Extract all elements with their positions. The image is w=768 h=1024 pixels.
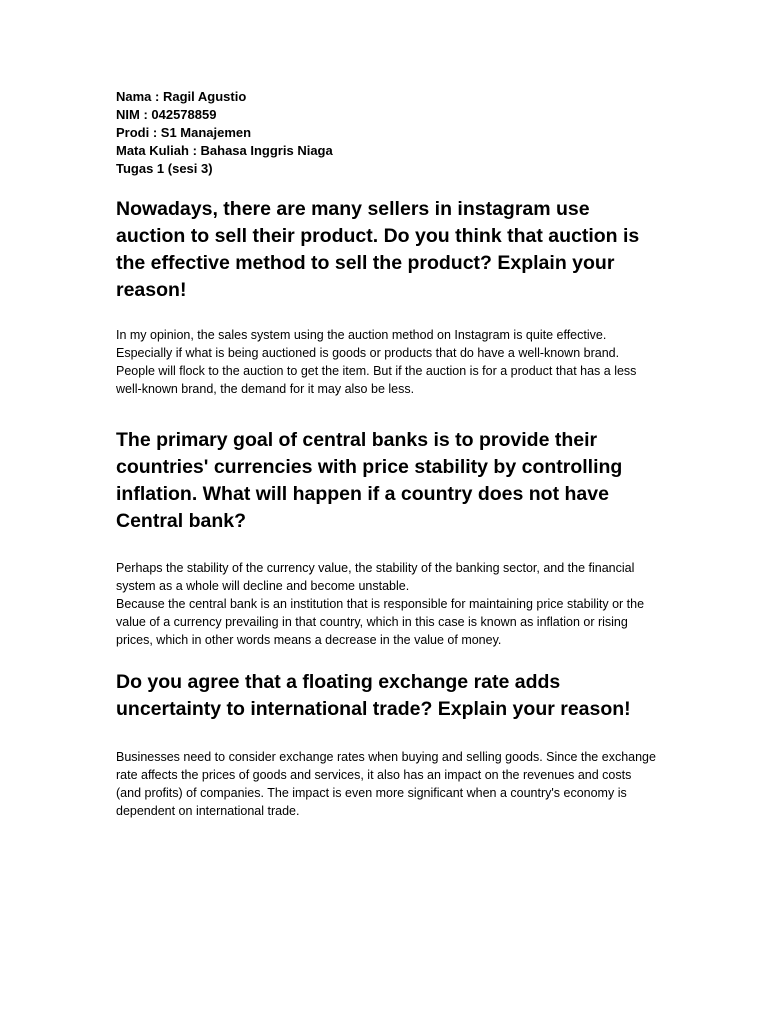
document-page [116, 88, 656, 820]
answer-3-paragraph: Businesses need to consider exchange rates when buying and selling goods. Since the exchange rate affects the prices of goods and services, it also has an impact on the revenues and costs (and profits) of companies. The impact is even more significant when a country's economy is dependent on international trade. [116, 750, 656, 818]
student-info [116, 88, 656, 178]
assignment-label: Tugas 1 (sesi 3) [116, 161, 213, 176]
answer-3 [116, 748, 656, 820]
study-program: Prodi : S1 Manajemen [116, 125, 252, 140]
student-id: NIM : 042578859 [116, 107, 217, 122]
answer-2 [116, 559, 656, 649]
question-1: Nowadays, there are many sellers in instagram use auction to sell their product. Do you think that auction is the effective method to sell the product? Explain your reason! [116, 198, 640, 301]
answer-1 [116, 326, 656, 398]
student-name: Nama : Ragil Agustio [116, 89, 247, 104]
answer-1-paragraph: In my opinion, the sales system using the auction method on Instagram is quite effective. Especially if what is being auctioned is goods or products that do have a well-known brand. People will flock to the auction to get the item. But if the auction is for a product that has a less well-known brand, the demand for it may also be less. [116, 328, 637, 396]
course-name: Mata Kuliah : Bahasa Inggris Niaga [116, 143, 333, 158]
question-3: Do you agree that a floating exchange rate adds uncertainty to international trade? Explain your reason! [116, 671, 631, 720]
question-2: The primary goal of central banks is to provide their countries' currencies with price stability by controlling inflation. What will happen if a country does not have Central bank? [116, 429, 623, 532]
answer-2-paragraph-1: Perhaps the stability of the currency value, the stability of the banking sector, and the financial system as a whole will decline and become unstable. [116, 561, 635, 593]
answer-2-paragraph-2: Because the central bank is an institution that is responsible for maintaining price stability or the value of a currency prevailing in that country, which in this case is known as inflation or rising prices, which in other words means a decrease in the value of money. [116, 597, 645, 647]
